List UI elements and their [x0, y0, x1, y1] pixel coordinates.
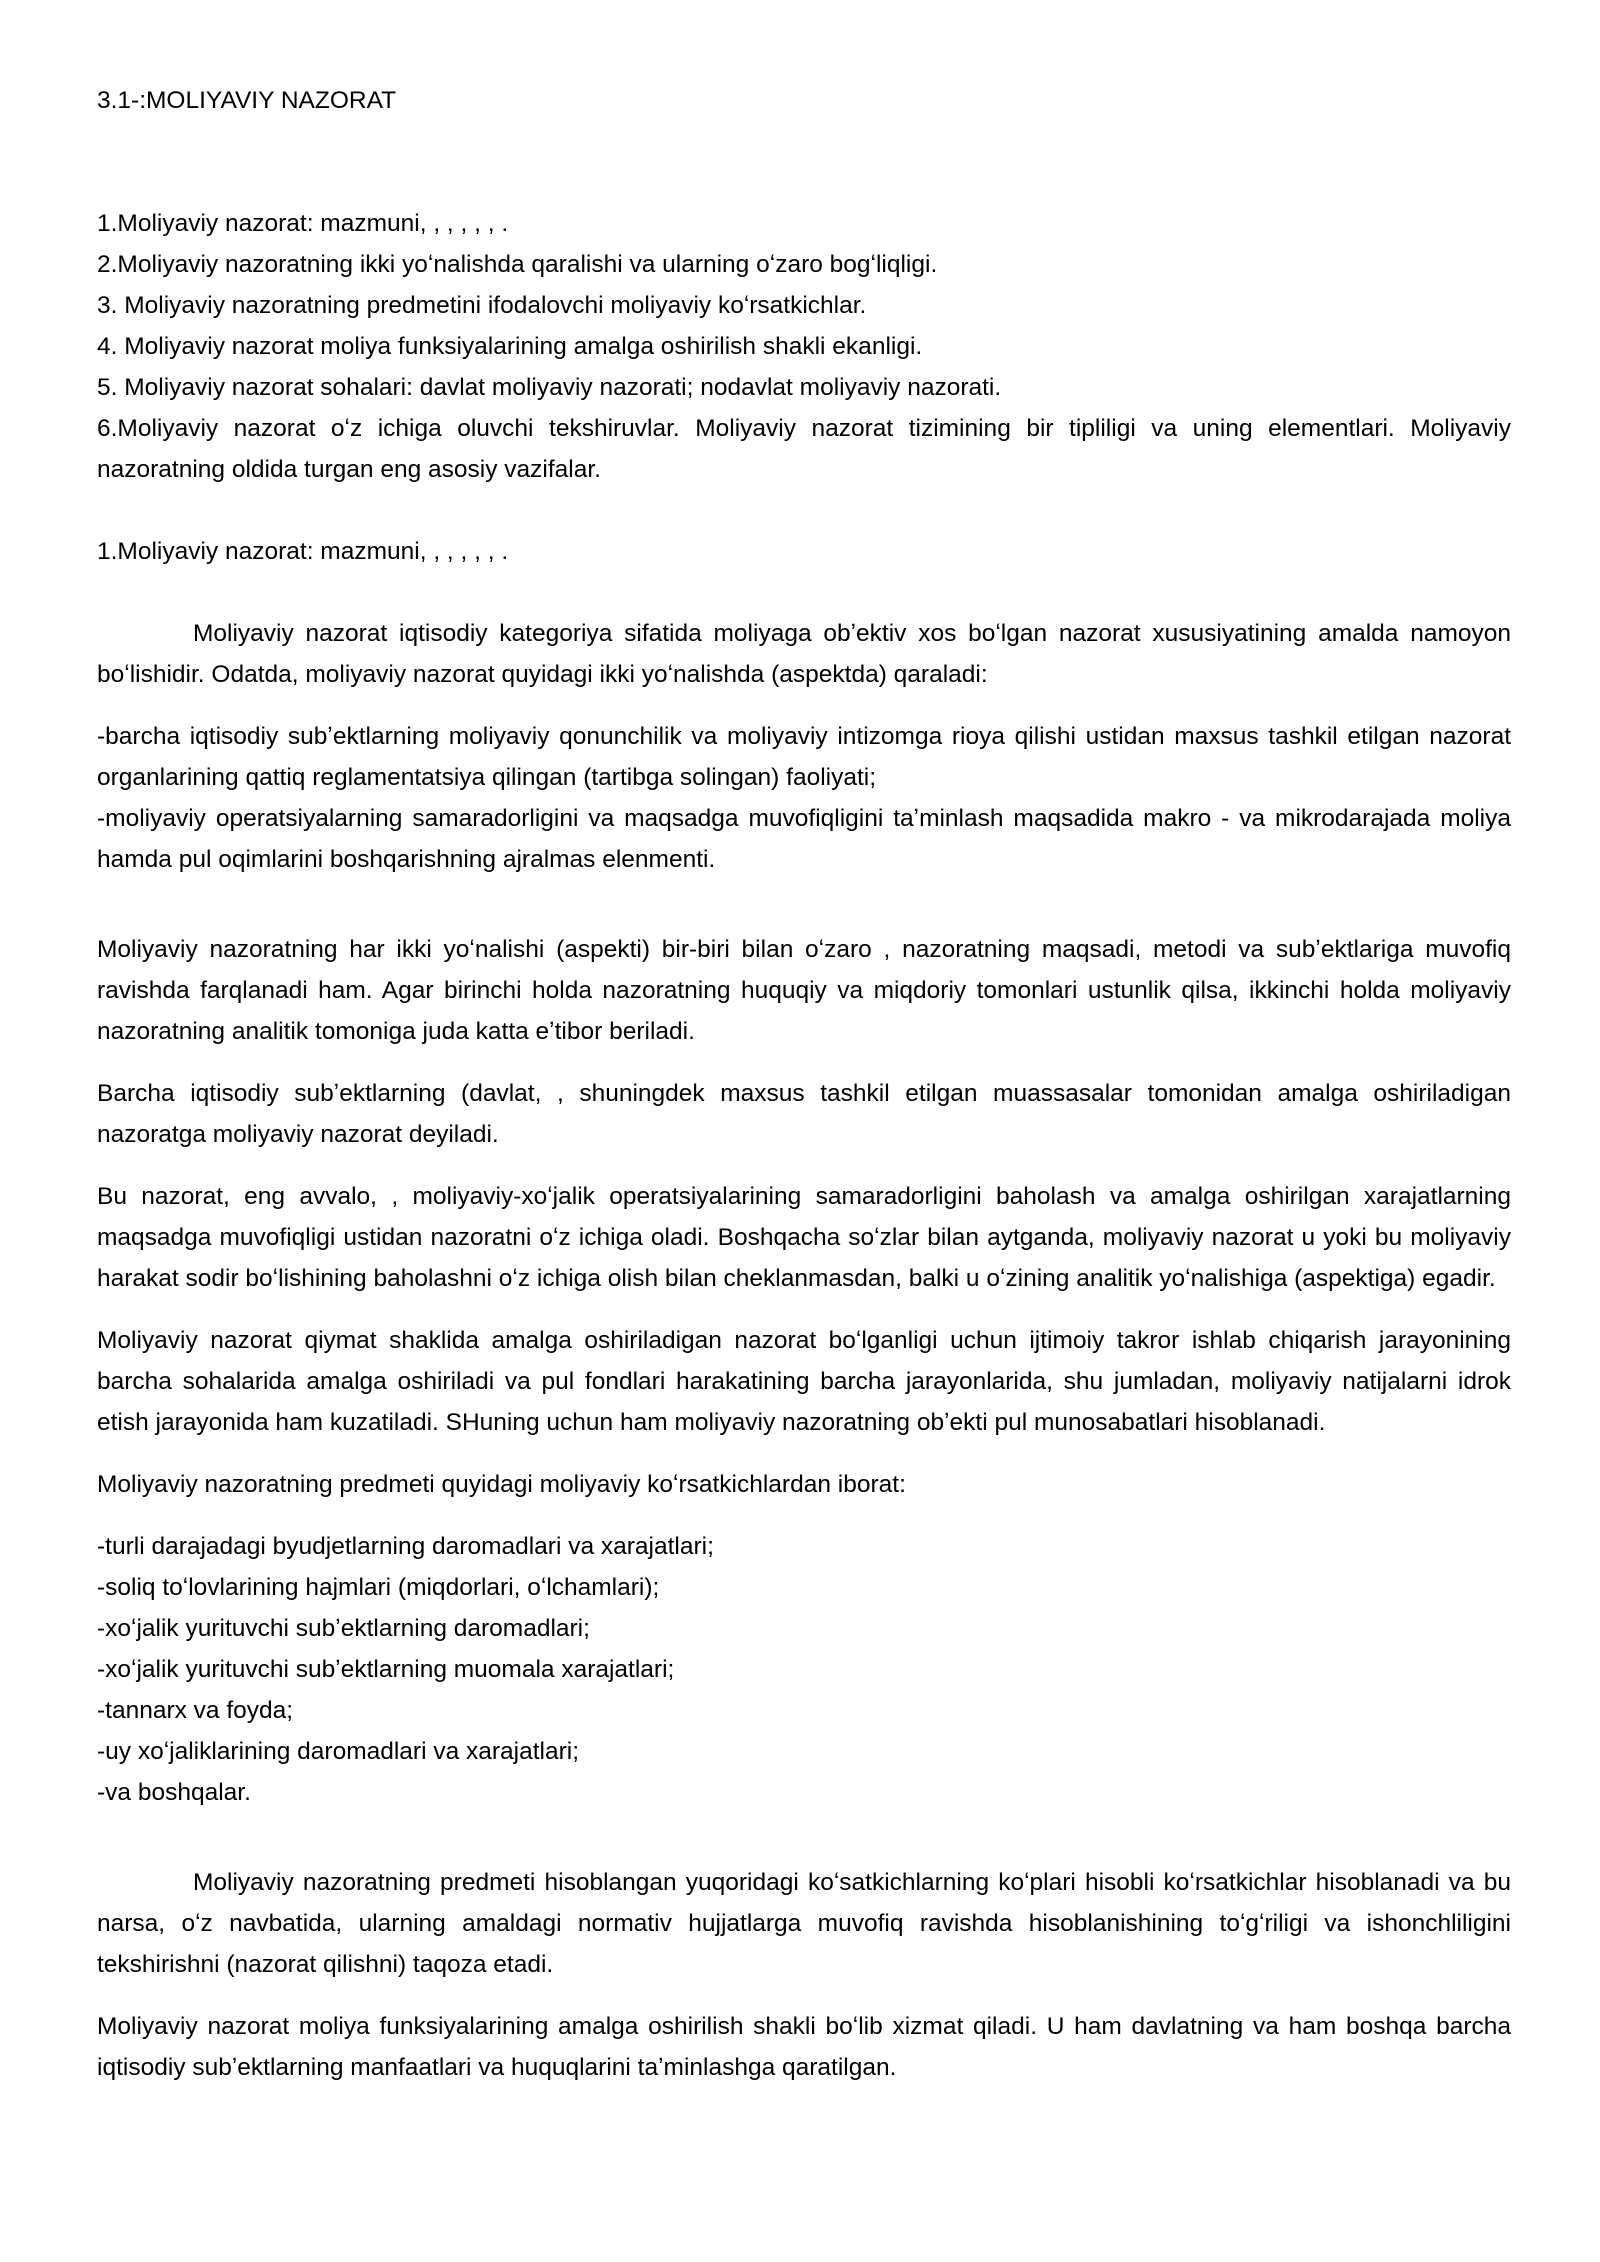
paragraph-function: Moliyaviy nazorat moliya funksiyalarining amalga oshirilish shakli boʻlib xizmat qiladi. U ham davlatning va ham boshqa barcha iqtisodiy subʼektlarning manfaatlari va huquqlarini taʼminlashga qaratilgan.: [97, 2013, 1511, 2081]
aspect-item: -barcha iqtisodiy subʼektlarning moliyaviy qonunchilik va moliyaviy intizomga rioya qilishi ustidan maxsus tashkil etilgan nazorat organlarining qattiq reglamentatsiya qilingan (tartibga solingan) faoliyati;: [97, 723, 1511, 791]
paragraph-subject-intro: Moliyaviy nazoratning predmeti quyidagi moliyaviy koʻrsatkichlardan iborat:: [97, 1471, 906, 1498]
indicator-item: -va boshqalar.: [97, 1779, 251, 1806]
document-title: 3.1-:MOLIYAVIY NAZORAT: [97, 87, 397, 114]
section-heading: 1.Moliyaviy nazorat: mazmuni, , , , , , .: [97, 538, 509, 565]
indicator-item: -uy xoʻjaliklarining daromadlari va xarajatlari;: [97, 1738, 580, 1765]
table-of-contents: [97, 203, 1511, 490]
toc-item: 2.Moliyaviy nazoratning ikki yoʻnalishda qaralishi va ularning oʻzaro bogʻliqligi.: [97, 251, 938, 278]
indicator-item: -tannarx va foyda;: [97, 1697, 294, 1724]
toc-item: 4. Moliyaviy nazorat moliya funksiyalarining amalga oshirilish shakli ekanligi.: [97, 333, 923, 360]
indicator-item: -xoʻjalik yurituvchi subʼektlarning muomala xarajatlari;: [97, 1656, 675, 1683]
paragraph-aspects-difference: Moliyaviy nazoratning har ikki yoʻnalishi (aspekti) bir-biri bilan oʻzaro , nazoratning maqsadi, metodi va subʼektlariga muvofiq ravishda farqlanadi ham. Agar birinchi holda nazoratning huquqiy va miqdoriy tomonlari ustunlik qilsa, ikkinchi holda moliyaviy nazoratning analitik tomoniga juda katta eʼtibor beriladi.: [97, 936, 1511, 1045]
document-body: [97, 80, 1511, 2088]
indicator-item: -turli darajadagi byudjetlarning daromadlari va xarajatlari;: [97, 1533, 714, 1560]
paragraph-analysis: Bu nazorat, eng avvalo, , moliyaviy-xoʻjalik operatsiyalarining samaradorligini baholash va amalga oshirilgan xarajatlarning maqsadga muvofiqligi ustidan nazoratni oʻz ichiga oladi. Boshqacha soʻzlar bilan aytganda, moliyaviy nazorat u yoki bu moliyaviy harakat sodir boʻlishining baholashni oʻz ichiga olish bilan cheklanmasdan, balki u oʻzining analitik yoʻnalishiga (aspektiga) egadir.: [97, 1183, 1511, 1292]
aspects-list: [97, 716, 1511, 880]
indicator-item: -soliq toʻlovlarining hajmlari (miqdorlari, oʻlchamlari);: [97, 1574, 660, 1601]
toc-item: 6.Moliyaviy nazorat oʻz ichiga oluvchi tekshiruvlar. Moliyaviy nazorat tizimining bir tipliligi va uning elementlari. Moliyaviy nazoratning oldida turgan eng asosiy vazifalar.: [97, 415, 1511, 483]
paragraph-intro: Moliyaviy nazorat iqtisodiy kategoriya sifatida moliyaga obʼektiv xos boʻlgan nazorat xususiyatining amalda namoyon boʻlishidir. Odatda, moliyaviy nazorat quyidagi ikki yoʻnalishda (aspektda) qaraladi:: [97, 620, 1511, 688]
toc-item: 5. Moliyaviy nazorat sohalari: davlat moliyaviy nazorati; nodavlat moliyaviy nazorati.: [97, 374, 1002, 401]
paragraph-indicators-note: Moliyaviy nazoratning predmeti hisoblangan yuqoridagi koʻsatkichlarning koʻplari hisobli koʻrsatkichlar hisoblanadi va bu narsa, oʻz navbatida, ularning amaldagi normativ hujjatlarga muvofiq ravishda hisoblanishining toʻgʻriligi va ishonchliligini tekshirishni (nazorat qilishni) taqoza etadi.: [97, 1869, 1511, 1978]
toc-item: 1.Moliyaviy nazorat: mazmuni, , , , , , .: [97, 210, 509, 237]
indicator-item: -xoʻjalik yurituvchi subʼektlarning daromadlari;: [97, 1615, 590, 1642]
toc-item: 3. Moliyaviy nazoratning predmetini ifodalovchi moliyaviy koʻrsatkichlar.: [97, 292, 867, 319]
paragraph-definition: Barcha iqtisodiy subʼektlarning (davlat, , shuningdek maxsus tashkil etilgan muassasalar tomonidan amalga oshiriladigan nazoratga moliyaviy nazorat deyiladi.: [97, 1080, 1511, 1148]
indicators-list: [97, 1526, 1511, 1813]
aspect-item: -moliyaviy operatsiyalarning samaradorligini va maqsadga muvofiqligini taʼminlash maqsadida makro - va mikrodarajada moliya hamda pul oqimlarini boshqarishning ajralmas elenmenti.: [97, 805, 1511, 873]
paragraph-value-form: Moliyaviy nazorat qiymat shaklida amalga oshiriladigan nazorat boʻlganligi uchun ijtimoiy takror ishlab chiqarish jarayonining barcha sohalarida amalga oshiriladi va pul fondlari harakatining barcha jarayonlarida, shu jumladan, moliyaviy natijalarni idrok etish jarayonida ham kuzatiladi. SHuning uchun ham moliyaviy nazoratning obʼekti pul munosabatlari hisoblanadi.: [97, 1327, 1511, 1436]
